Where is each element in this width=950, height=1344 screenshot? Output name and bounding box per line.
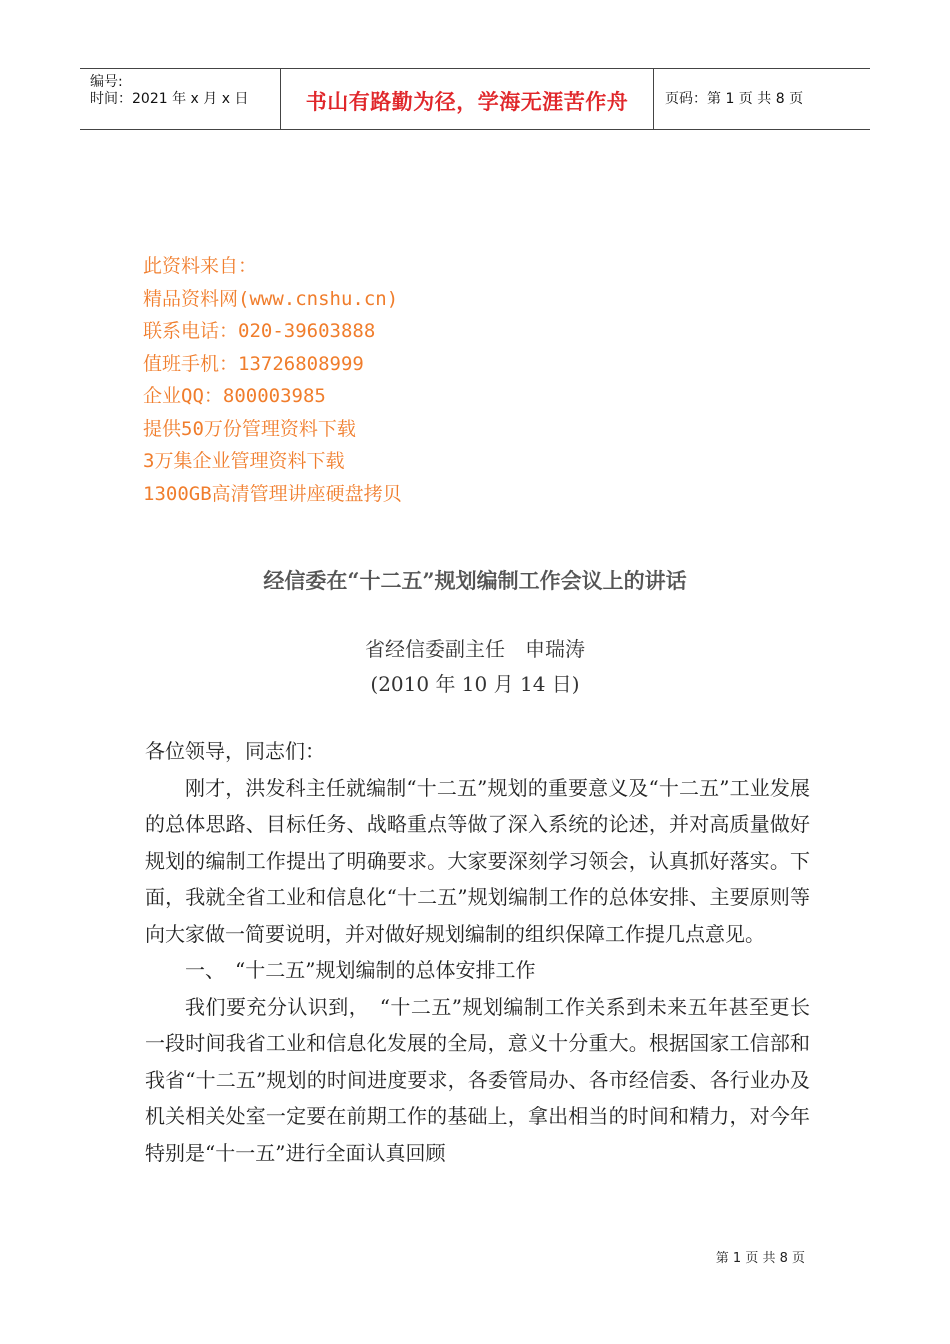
motto-text: 书山有路勤为径，学海无涯苦作舟: [305, 90, 629, 114]
promo-line: 值班手机：13726808999: [143, 352, 364, 375]
motto-cell: [281, 69, 654, 129]
promo-line: 此资料来自：: [143, 255, 258, 277]
promo-line: 1300GB高清管理讲座硬盘拷贝: [143, 482, 402, 505]
document-header: [80, 68, 870, 130]
promo-line: 联系电话：020-39603888: [143, 320, 376, 342]
document-author: 省经信委副主任 申瑞涛: [365, 637, 585, 661]
promo-line: 3万集企业管理资料下载: [143, 450, 345, 472]
body-paragraph: 刚才，洪发科主任就编制“十二五”规划的重要意义及“十二五”工业发展的总体思路、目标任务、战略重点等做了深入系统的论述，并对高质量做好规划的编制工作提出了明确要求。大家要深刻学习领会，认真抓好落实。下面，我就全省工业和信息化“十二五”规划编制工作的总体安排、主要原则等向大家做一简要说明，并对做好规划编制的组织保障工作提几点意见。: [145, 775, 810, 946]
salutation: 各位领导，同志们：: [145, 739, 325, 763]
footer-page-number: 第 1 页 共 8 页: [715, 1251, 805, 1266]
promo-line: 精品资料网(www.cnshu.cn): [143, 287, 399, 310]
section-heading: 一、 “十二五”规划编制的总体安排工作: [185, 958, 536, 982]
time-label: 时间：2021 年 x 月 x 日: [90, 91, 249, 107]
promo-block: [143, 250, 402, 510]
body-paragraph: 我们要充分认识到， “十二五”规划编制工作关系到未来五年甚至更长一段时间我省工业和信息化发展的全局，意义十分重大。根据国家工信部和我省“十二五”规划的时间进度要求，各委管局办、各市经信委、各行业办及机关相关处室一定要在前期工作的基础上，拿出相当的时间和精力，对今年特别是“十一五”进行全面认真回顾: [145, 994, 810, 1165]
header-page-number: 页码：第 1 页 共 8 页: [665, 91, 804, 107]
header-meta-cell: [80, 69, 281, 129]
document-title: 经信委在“十二五”规划编制工作会议上的讲话: [263, 568, 687, 593]
document-date: (2010 年 10 月 14 日): [370, 672, 580, 696]
number-label: 编号:: [90, 74, 123, 90]
promo-line: 提供50万份管理资料下载: [143, 417, 356, 440]
promo-line: 企业QQ：800003985: [143, 385, 326, 407]
document-body: [145, 733, 810, 1171]
